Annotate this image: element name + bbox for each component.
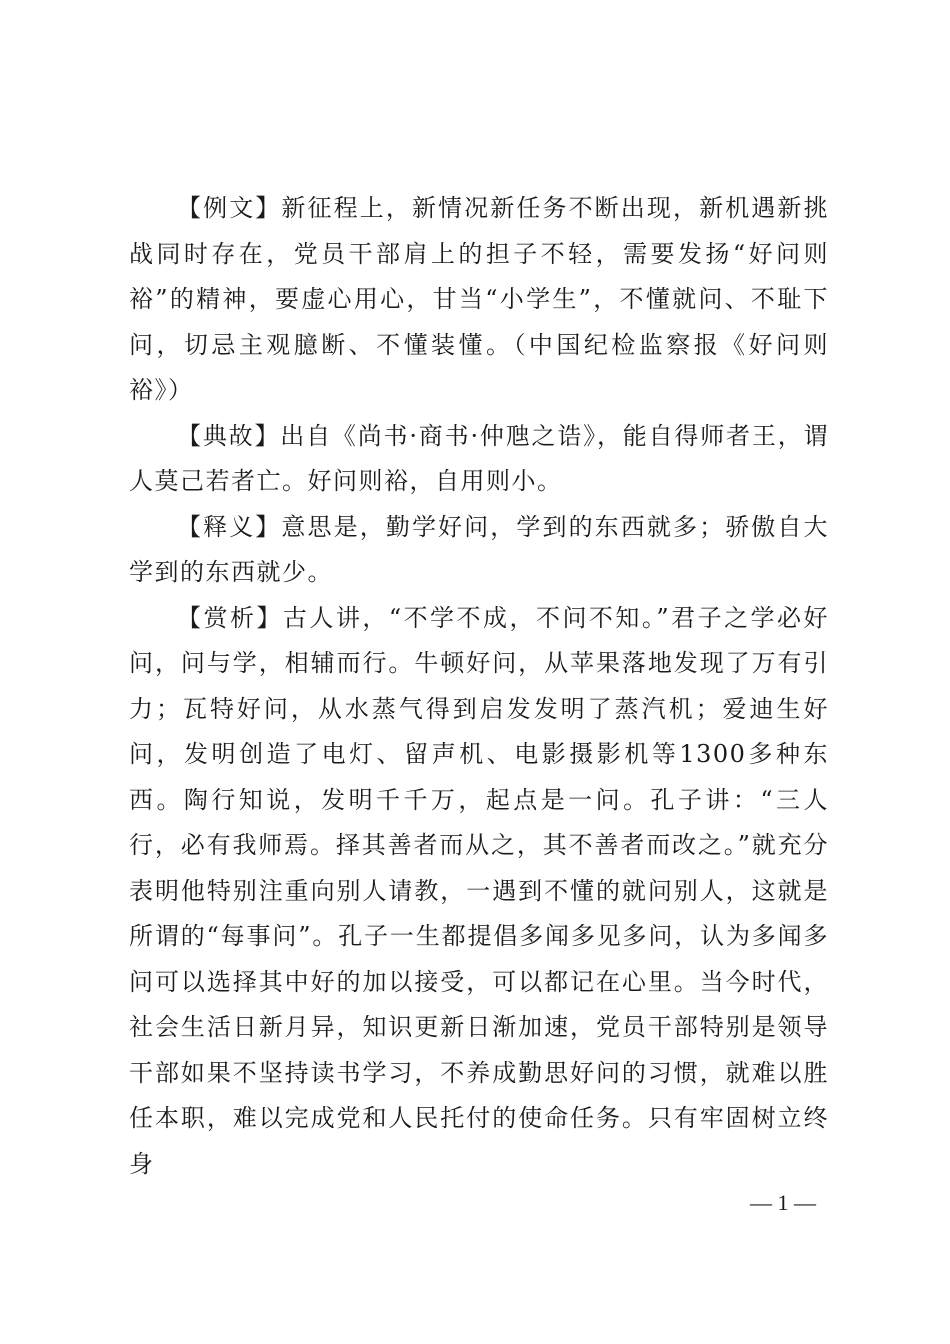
paragraph-tag: 【典故】 xyxy=(177,421,281,450)
page-number: — 1 — xyxy=(750,1190,816,1215)
paragraph-allusion xyxy=(129,414,829,505)
paragraph-text: 古人讲，“不学不成，不问不知。”君子之学必好问，问与学，相辅而行。牛顿好问，从苹果落地发现了万有引力；瓦特好问，从水蒸气得到启发发明了蒸汽机；爱迪生好问，发明创造了电灯、留声机、电影摄影机等1300多种东西。陶行知说，发明千千万，起点是一问。孔子讲：“三人行，必有我师焉。择其善者而从之，其不善者而改之。”就充分表明他特别注重向别人请教，一遇到不懂的就问别人，这就是所谓的“每事问”。孔子一生都提倡多闻多见多问，认为多闻多问可以选择其中好的加以接受，可以都记在心里。当今时代，社会生活日新月异，知识更新日渐加速，党员干部特别是领导干部如果不坚持读书学习，不养成勤思好问的习惯，就难以胜任本职，难以完成党和人民托付的使命任务。只有牢固树立终身 xyxy=(129,603,830,1178)
paragraph-tag: 【赏析】 xyxy=(177,603,283,632)
paragraph-example xyxy=(129,186,829,414)
paragraph-tag: 【例文】 xyxy=(177,194,282,222)
paragraph-interpretation xyxy=(129,505,829,596)
paragraph-tag: 【释义】 xyxy=(177,512,282,541)
document-body xyxy=(129,186,829,1187)
paragraph-text: 出自《尚书·商书·仲虺之诰》，能自得师者王，谓人莫己若者亡。好问则裕，自用则小。 xyxy=(129,421,830,495)
paragraph-appreciation xyxy=(129,596,829,1188)
paragraph-text: 新征程上，新情况新任务不断出现，新机遇新挑战同时存在，党员干部肩上的担子不轻，需要发扬“好问则裕”的精神，要虚心用心，甘当“小学生”，不懂就问、不耻下问，切忌主观臆断、不懂装懂。（中国纪检监察报《好问则裕》） xyxy=(129,194,830,404)
paragraph-text: 意思是，勤学好问，学到的东西就多；骄傲自大学到的东西就少。 xyxy=(129,512,830,586)
